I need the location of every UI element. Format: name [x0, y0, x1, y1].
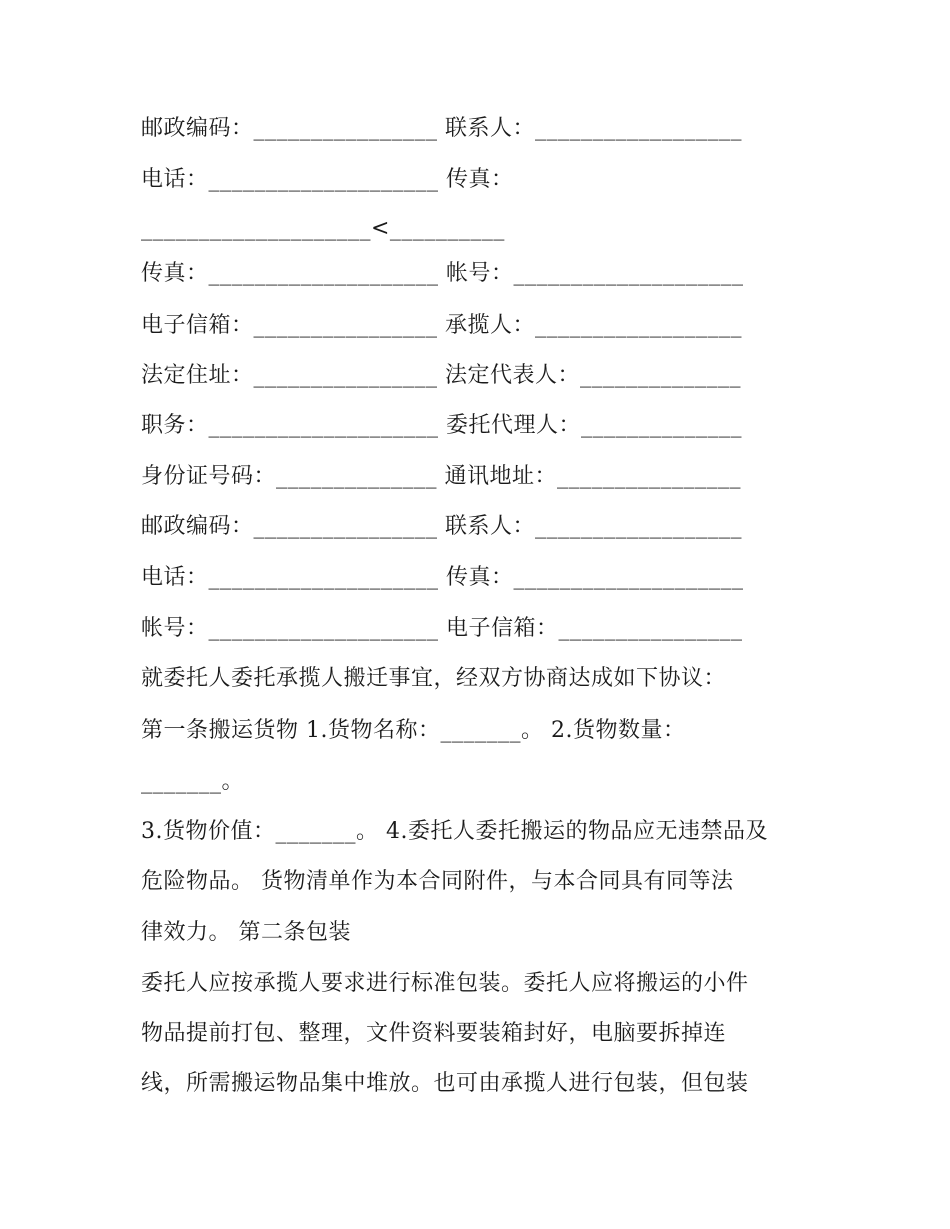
fax-continuation-line: ____________________<__________ — [141, 216, 505, 241]
article-two-line-3: 线，所需搬运物品集中堆放。也可由承揽人进行包装，但包装 — [141, 1071, 749, 1096]
article-two-line-2: 物品提前打包、整理，文件资料要装箱封好，电脑要拆掉连 — [141, 1021, 727, 1046]
phone-fax-line-1: 电话：____________________ 传真： — [141, 167, 514, 192]
account-email-line: 帐号：____________________ 电子信箱：________________ — [141, 616, 743, 641]
id-number-address-line: 身份证号码：______________ 通讯地址：________________ — [141, 464, 741, 489]
postal-code-contact-line-2: 邮政编码：________________ 联系人：__________________ — [141, 514, 742, 539]
article-one-line-4: 危险物品。 货物清单作为本合同附件，与本合同具有同等法 — [141, 869, 734, 894]
article-one-line-1: 第一条搬运货物 1.货物名称：_______。 2.货物数量： — [141, 718, 686, 743]
position-agent-line: 职务：____________________ 委托代理人：______________ — [141, 413, 742, 438]
email-contractor-line: 电子信箱：________________ 承揽人：__________________ — [141, 313, 742, 338]
article-one-line-3: 3.货物价值：_______。 4.委托人委托搬运的物品应无违禁品及 — [141, 819, 768, 844]
article-one-line-2: _______。 — [141, 769, 245, 794]
fax-account-line: 传真：____________________ 帐号：____________________ — [141, 261, 744, 286]
article-two-line-1: 委托人应按承揽人要求进行标准包装。委托人应将搬运的小件 — [141, 971, 749, 996]
postal-code-contact-line-1: 邮政编码：________________ 联系人：__________________ — [141, 116, 742, 141]
article-one-line-5: 律效力。 第二条包装 — [141, 920, 351, 945]
phone-fax-line-2: 电话：____________________ 传真：____________________ — [141, 565, 744, 590]
legal-address-representative-line: 法定住址：________________ 法定代表人：______________ — [141, 363, 741, 388]
agreement-intro-paragraph: 就委托人委托承揽人搬迁事宜，经双方协商达成如下协议： — [141, 666, 727, 691]
